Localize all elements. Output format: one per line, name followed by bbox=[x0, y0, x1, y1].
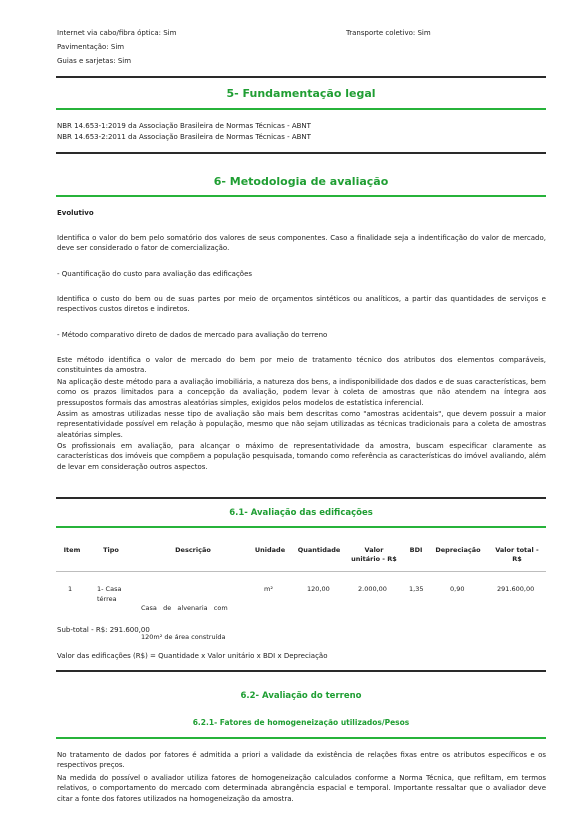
evolutivo-heading: Evolutivo bbox=[57, 209, 94, 217]
header-unidade: Unidade bbox=[254, 546, 286, 554]
cell-valor-total: 291.600,00 bbox=[497, 585, 535, 593]
cell-descricao-line2: 120m² de área construída bbox=[141, 632, 226, 641]
section-5-title: 5- Fundamentação legal bbox=[226, 87, 376, 100]
section-divider bbox=[56, 670, 546, 672]
reference-2: NBR 14.653-2:2011 da Associação Brasileira de Normas Técnicas - ABNT bbox=[57, 133, 311, 141]
comparativo-paragraph-1: Este método identifica o valor de mercado do bem por meio de tratamento técnico dos atributos dos elementos comparáveis, constituintes da amostra. bbox=[57, 356, 546, 375]
header-valor-total-line1: Valor total - bbox=[495, 546, 539, 554]
section-6-title: 6- Metodologia de avaliação bbox=[213, 175, 389, 188]
comparativo-paragraph-3: Assim as amostras utilizadas nesse tipo de avaliação são mais bem descritas como "amostras acidentais", que devem possuir a maior representatividade possível em relação à população, mesmo que não sejam utilizadas as técnicas tradicionais para a coleta de amostras aleatórias simples. bbox=[57, 410, 546, 439]
section-6-1-title: 6.1- Avaliação das edificações bbox=[229, 508, 373, 518]
cell-tipo-line2: térrea bbox=[97, 594, 117, 603]
cell-descricao-line1: Casa de alvenaria com bbox=[141, 604, 228, 612]
cell-unidade: m² bbox=[264, 585, 273, 593]
section-6-2-title: 6.2- Avaliação do terreno bbox=[240, 691, 362, 701]
section-underline bbox=[56, 108, 546, 110]
section-underline bbox=[56, 737, 546, 739]
section-divider bbox=[56, 76, 546, 78]
header-item: Item bbox=[63, 546, 81, 554]
header-valor-total bbox=[489, 546, 545, 564]
section-divider bbox=[56, 497, 546, 499]
cell-tipo-line1: 1- Casa bbox=[97, 585, 122, 593]
header-depreciacao: Depreciação bbox=[435, 546, 481, 554]
evolutivo-paragraph: Identifica o valor do bem pelo somatório dos valores de seus componentes. Caso a finalidade seja a indentificação do valor de mercado, deve ser considerado o fator de comercialização. bbox=[57, 234, 546, 253]
cell-descricao bbox=[141, 585, 228, 661]
fatores-paragraph-1: No tratamento de dados por fatores é admitida a priori a validade da existência de relações fixas entre os atributos específicos e os respectivos preços. bbox=[57, 751, 546, 770]
table-header-divider bbox=[56, 571, 546, 572]
reference-1: NBR 14.653-1:2019 da Associação Brasileira de Normas Técnicas - ABNT bbox=[57, 122, 311, 130]
header-tipo: Tipo bbox=[103, 546, 119, 554]
section-divider bbox=[56, 152, 546, 154]
header-valor-unitario-line2: unitário - R$ bbox=[351, 555, 397, 563]
cell-tipo bbox=[97, 585, 121, 604]
guias-info: Guias e sarjetas: Sim bbox=[57, 57, 132, 65]
formula-text: Valor das edificações (R$) = Quantidade x Valor unitário x BDI x Depreciação bbox=[57, 652, 328, 660]
header-bdi: BDI bbox=[409, 546, 423, 554]
fatores-paragraph-2: Na medida do possível o avaliador utiliza fatores de homogeneização calculados conforme a Norma Técnica, que refiltam, em termos relativos, o comportamento do mercado com determinada abrangência espacial e temporal. Importante ressaltar que o avaliador deve citar a fonte dos fatores utilizados na homogeneização da amostra. bbox=[57, 774, 546, 803]
section-underline bbox=[56, 526, 546, 528]
custo-paragraph: Identifica o custo do bem ou de suas partes por meio de orçamentos sintéticos ou analíticos, a partir das quantidades de serviços e respectivos custos diretos e indiretos. bbox=[57, 295, 546, 314]
comparativo-paragraph-4: Os profissionais em avaliação, para alcançar o máximo de representatividade da amostra, buscam especificar claramente as características dos imóveis que compõem a população pesquisada, tomando como referência as características do imóvel avaliando, além de levar em consideração outros aspectos. bbox=[57, 442, 546, 471]
section-underline bbox=[56, 195, 546, 197]
header-quantidade: Quantidade bbox=[297, 546, 341, 554]
header-valor-unitario bbox=[346, 546, 402, 564]
quantificacao-heading: - Quantificação do custo para avaliação das edificações bbox=[57, 270, 253, 278]
cell-depreciacao: 0,90 bbox=[450, 585, 465, 593]
cell-quantidade: 120,00 bbox=[307, 585, 330, 593]
header-valor-unitario-line1: Valor bbox=[364, 546, 384, 554]
cell-bdi: 1,35 bbox=[409, 585, 424, 593]
header-descricao: Descrição bbox=[175, 546, 211, 554]
section-6-2-1-title: 6.2.1- Fatores de homogeneização utilizados/Pesos bbox=[192, 718, 410, 727]
comparativo-heading: - Método comparativo direto de dados de mercado para avaliação do terreno bbox=[57, 331, 328, 339]
pavimentacao-info: Pavimentação: Sim bbox=[57, 43, 125, 51]
cell-valor-unitario: 2.000,00 bbox=[358, 585, 387, 593]
header-valor-total-line2: R$ bbox=[512, 555, 522, 563]
internet-info: Internet via cabo/fibra óptica: Sim bbox=[57, 29, 177, 37]
cell-item: 1 bbox=[68, 585, 73, 593]
comparativo-paragraph-2: Na aplicação deste método para a avaliação imobiliária, a natureza dos bens, a indisponibilidade dos dados e de suas características, bem como os prazos limitados para a concepção da avaliação, podem levar à coleta de amostras que não atendem na íntegra aos pressupostos formais das amostras aleatórias simples, exigidos pelos modelos de estatística inferencial. bbox=[57, 378, 546, 407]
subtotal-text: Sub-total - R$: 291.600,00 bbox=[57, 626, 150, 634]
transporte-info: Transporte coletivo: Sim bbox=[346, 29, 431, 37]
